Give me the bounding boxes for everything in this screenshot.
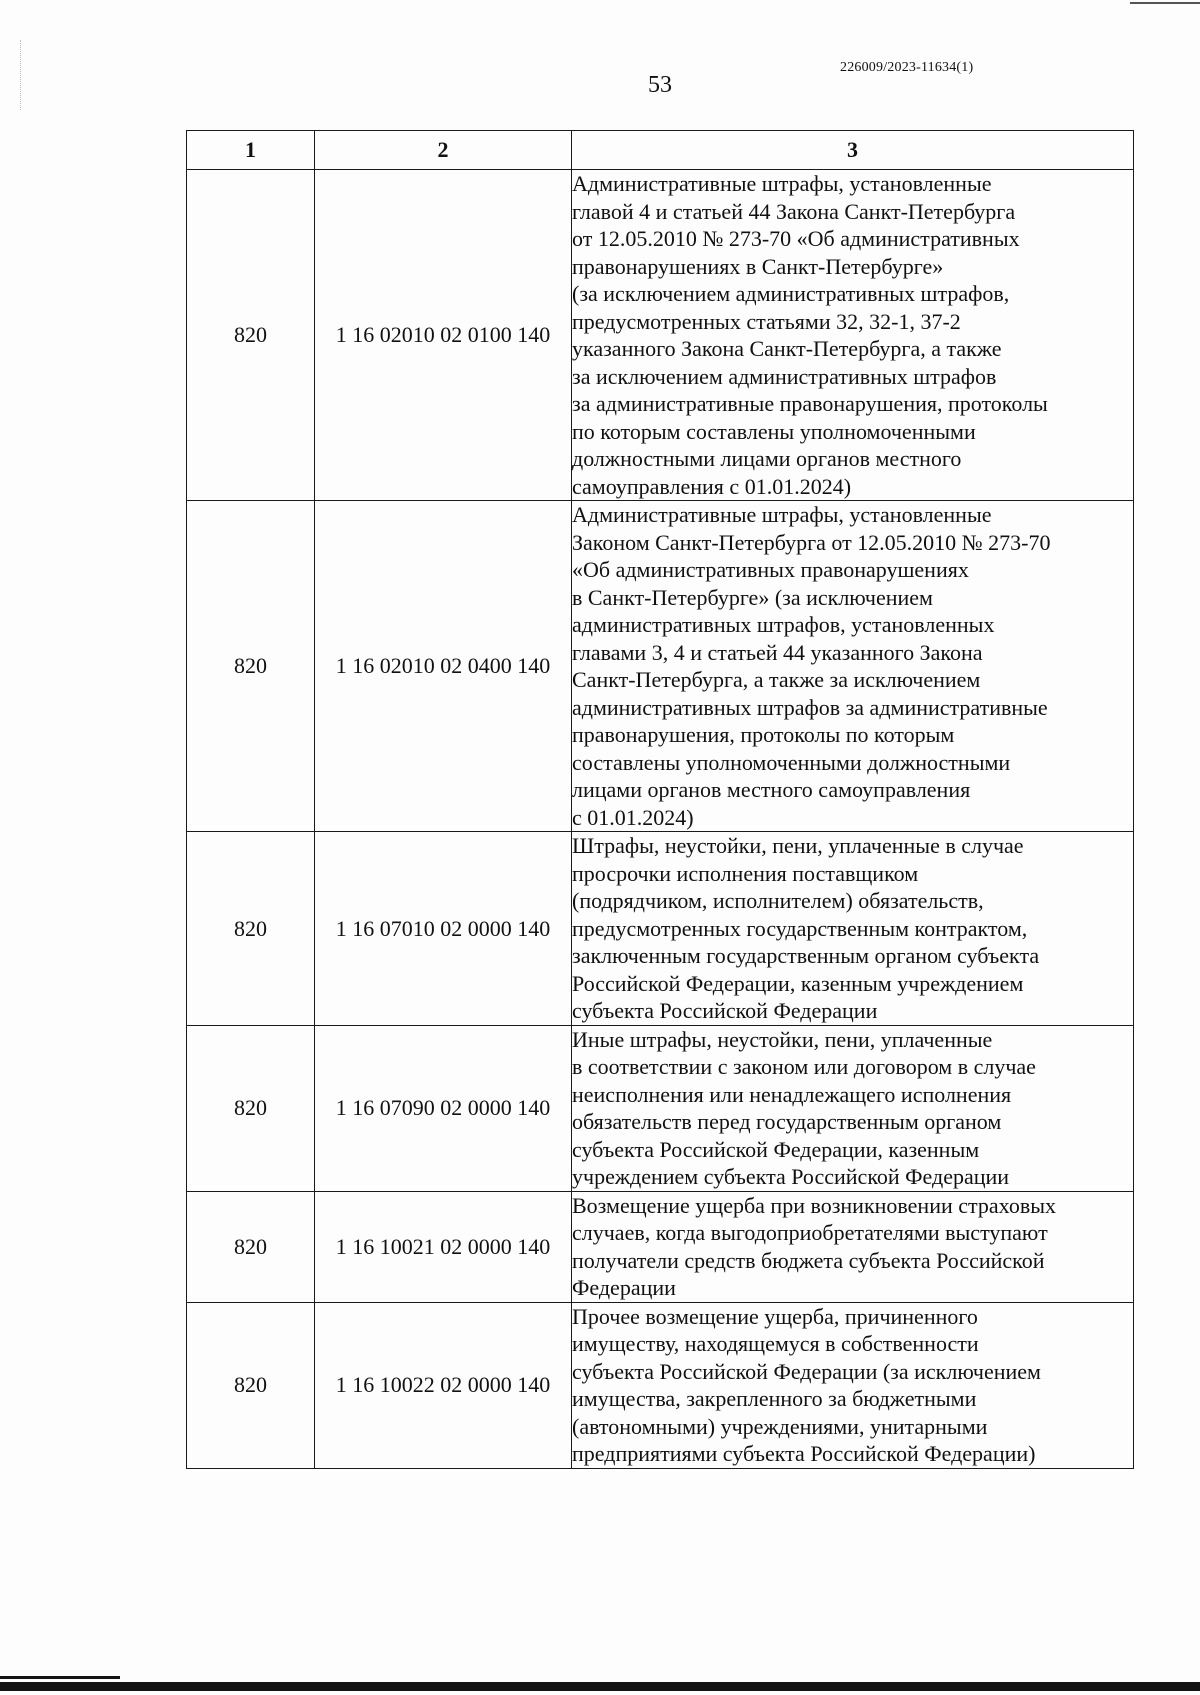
description-line: Административные штрафы, установленные: [572, 171, 992, 196]
table-row: [187, 501, 1134, 832]
description-line: (за исключением административных штрафов,: [572, 281, 1010, 306]
table-row: [187, 1191, 1134, 1302]
description-line: субъекта Российской Федерации, казенным: [572, 1136, 980, 1162]
income-code-cell: 1 16 10022 02 0000 140: [315, 1302, 572, 1468]
description-line: Санкт-Петербурга, а также за исключением: [572, 667, 981, 692]
description-cell: [572, 1025, 1134, 1191]
description-line: с 01.01.2024): [572, 804, 694, 830]
income-code-cell: 1 16 07090 02 0000 140: [315, 1025, 572, 1191]
description-line: Российской Федерации, казенным учреждением: [572, 970, 1024, 996]
income-code-cell: 1 16 02010 02 0400 140: [315, 501, 572, 832]
scan-bottom-edge-thin: [0, 1676, 120, 1679]
table-body: [187, 170, 1134, 1469]
description-cell: [572, 1302, 1134, 1468]
scan-corner-mark: [1130, 2, 1200, 4]
description-line: составлены уполномоченными должностными: [572, 749, 1011, 775]
description-line: правонарушениях в Санкт-Петербурге»: [572, 253, 944, 279]
description-line: имуществу, находящемуся в собственности: [572, 1331, 979, 1356]
budget-income-table: [186, 130, 1134, 1469]
description-line: предусмотренных статьями 32, 32-1, 37-2: [572, 308, 961, 334]
description-line: административных штрафов, установленных: [572, 612, 995, 637]
scan-bottom-edge: [0, 1682, 1200, 1691]
income-code-cell: 1 16 07010 02 0000 140: [315, 832, 572, 1026]
table-row: [187, 832, 1134, 1026]
description-line: самоуправления с 01.01.2024): [572, 473, 852, 499]
description-line: главой 4 и статьей 44 Закона Санкт-Петербурга: [572, 198, 1016, 224]
table-row: [187, 1025, 1134, 1191]
table-header-row: [187, 131, 1134, 170]
page-number: 53: [648, 72, 672, 98]
admin-code-cell: 820: [187, 1302, 315, 1468]
document-registration-number: 226009/2023-11634(1): [840, 60, 974, 75]
column-header-1: 1: [187, 131, 315, 170]
description-line: Штрафы, неустойки, пени, уплаченные в случае: [572, 833, 1024, 858]
description-line: Административные штрафы, установленные: [572, 502, 992, 527]
description-line: «Об административных правонарушениях: [572, 557, 969, 582]
description-line: за административные правонарушения, протоколы: [572, 391, 1048, 416]
description-cell: [572, 832, 1134, 1026]
admin-code-cell: 820: [187, 1191, 315, 1302]
description-line: в Санкт-Петербурге» (за исключением: [572, 584, 933, 610]
description-line: случаев, когда выгодоприобретателями выступают: [572, 1220, 1048, 1245]
description-line: главами 3, 4 и статьей 44 указанного Закона: [572, 639, 983, 665]
description-line: Законом Санкт-Петербурга от 12.05.2010 № 273-70: [572, 529, 1051, 555]
description-line: за исключением административных штрафов: [572, 363, 997, 389]
description-line: субъекта Российской Федерации (за исключением: [572, 1358, 1041, 1384]
description-line: имущества, закрепленного за бюджетными: [572, 1386, 977, 1411]
description-line: Иные штрафы, неустойки, пени, уплаченные: [572, 1026, 993, 1052]
column-header-3: 3: [572, 131, 1134, 170]
description-line: (подрядчиком, исполнителем) обязательств,: [572, 888, 984, 913]
description-line: обязательств перед государственным органом: [572, 1109, 1002, 1134]
description-line: в соответствии с законом или договором в случае: [572, 1054, 1036, 1079]
description-line: по которым составлены уполномоченными: [572, 418, 976, 444]
description-line: лицами органов местного самоуправления: [572, 777, 971, 802]
table-row: [187, 1302, 1134, 1468]
description-line: Возмещение ущерба при возникновении страховых: [572, 1192, 1056, 1218]
description-line: правонарушения, протоколы по которым: [572, 722, 955, 747]
admin-code-cell: 820: [187, 501, 315, 832]
description-line: Прочее возмещение ущерба, причиненного: [572, 1303, 978, 1329]
admin-code-cell: 820: [187, 1025, 315, 1191]
description-cell: [572, 501, 1134, 832]
description-line: (автономными) учреждениями, унитарными: [572, 1413, 988, 1439]
income-code-cell: 1 16 10021 02 0000 140: [315, 1191, 572, 1302]
description-cell: [572, 170, 1134, 501]
description-line: предусмотренных государственным контрактом,: [572, 915, 1028, 941]
table-row: [187, 170, 1134, 501]
description-line: от 12.05.2010 № 273-70 «Об административных: [572, 226, 1020, 251]
scan-margin-marks: [20, 40, 22, 110]
description-line: неисполнения или ненадлежащего исполнения: [572, 1081, 1012, 1107]
description-line: субъекта Российской Федерации: [572, 998, 878, 1023]
income-code-cell: 1 16 02010 02 0100 140: [315, 170, 572, 501]
description-line: предприятиями субъекта Российской Федерации): [572, 1441, 1036, 1466]
description-line: просрочки исполнения поставщиком: [572, 860, 919, 886]
description-line: указанного Закона Санкт-Петербурга, а также: [572, 336, 1002, 361]
description-line: учреждением субъекта Российской Федерации: [572, 1164, 1010, 1189]
description-cell: [572, 1191, 1134, 1302]
description-line: получатели средств бюджета субъекта Российской: [572, 1247, 1045, 1273]
description-line: должностными лицами органов местного: [572, 446, 962, 471]
admin-code-cell: 820: [187, 170, 315, 501]
description-line: заключенным государственным органом субъекта: [572, 943, 1040, 968]
description-line: административных штрафов за административные: [572, 694, 1048, 720]
admin-code-cell: 820: [187, 832, 315, 1026]
description-line: Федерации: [572, 1275, 676, 1300]
column-header-2: 2: [315, 131, 572, 170]
